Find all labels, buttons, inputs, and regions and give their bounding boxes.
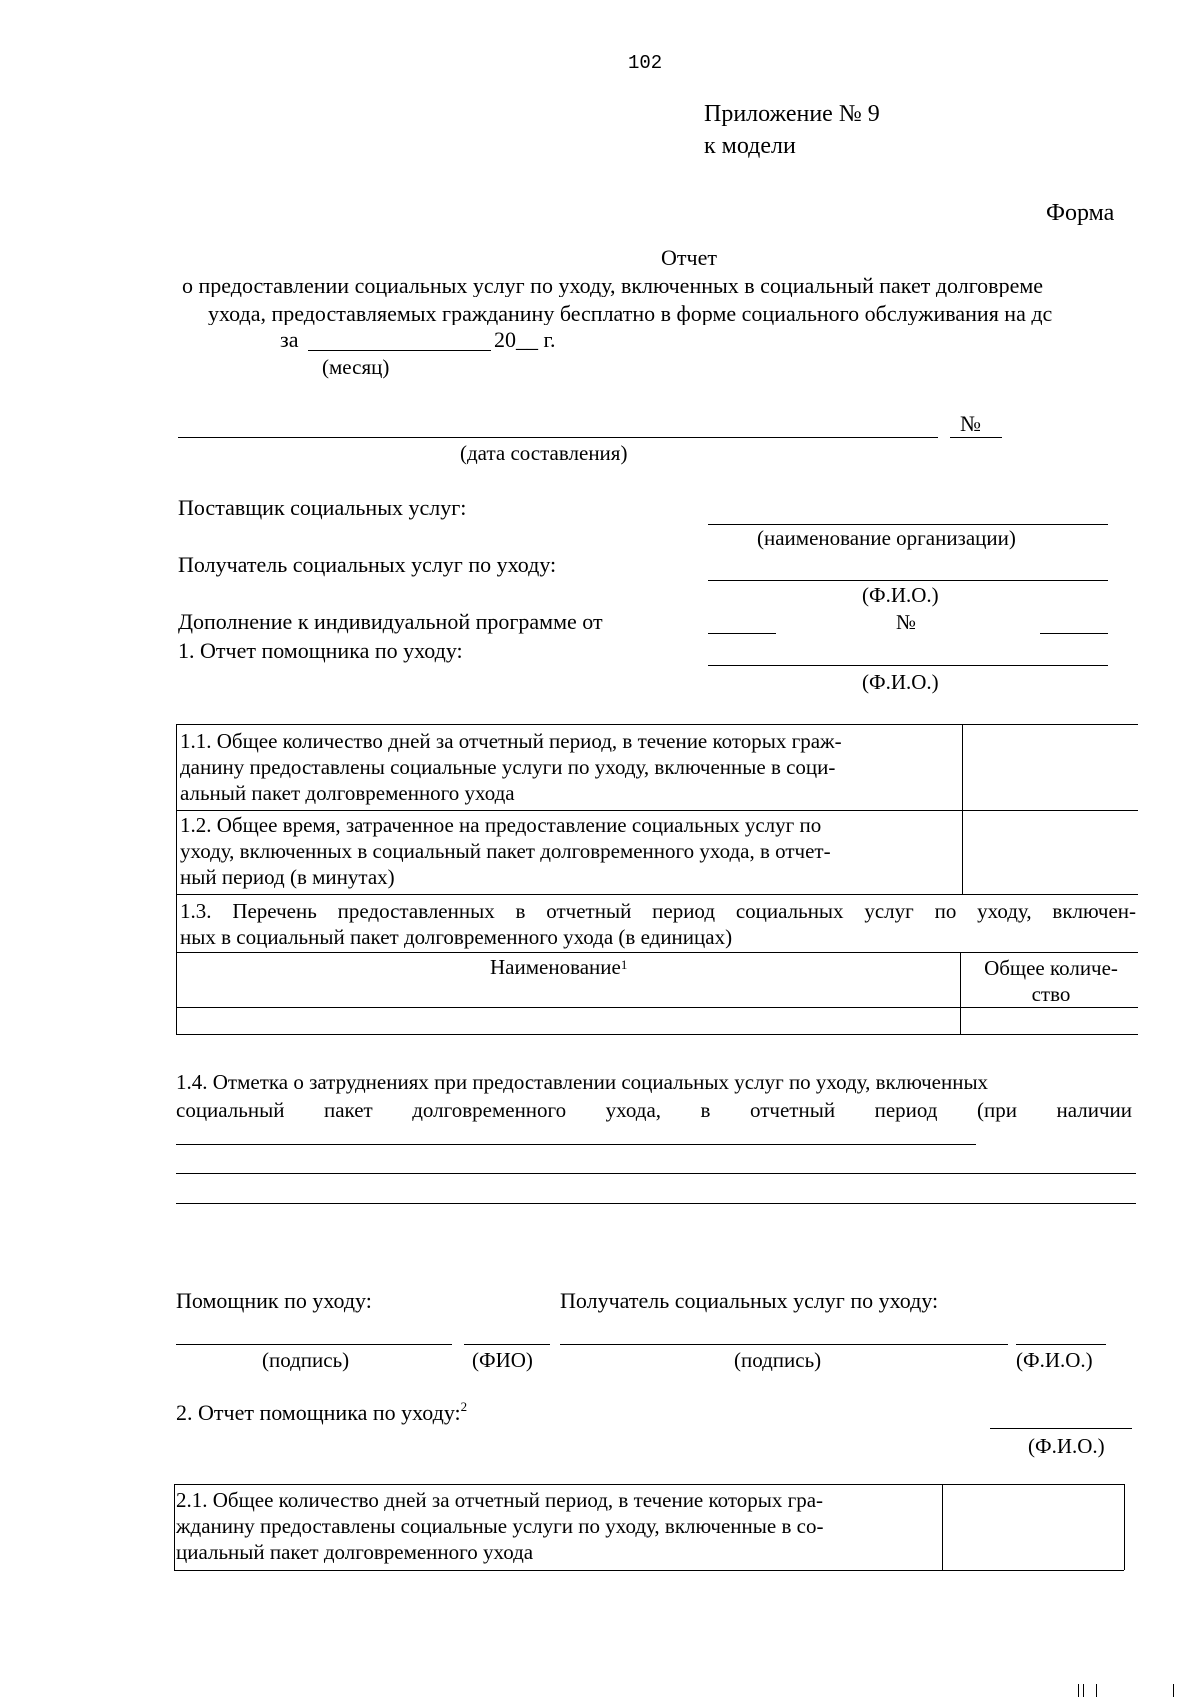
recipient-sign-caption: (подпись): [734, 1348, 822, 1372]
table1-total-cell[interactable]: [964, 1010, 1136, 1032]
assistant-signature-label: Помощник по уходу:: [176, 1288, 372, 1313]
recipient-fio-caption: (Ф.И.О.): [862, 583, 939, 607]
table2-right: [1124, 1484, 1125, 1570]
provider-line[interactable]: [708, 524, 1108, 525]
difficulties-line1[interactable]: [176, 1144, 976, 1145]
recipient-signature-label: Получатель социальных услуг по уходу:: [560, 1288, 939, 1313]
appendix-line2: к модели: [704, 133, 796, 159]
recipient-fio-caption: (Ф.И.О.): [1016, 1348, 1093, 1372]
section1-assistant-line[interactable]: [708, 665, 1108, 666]
difficulties-text: 1.4. Отметка о затруднениях при предоставлении социальных услуг по уходу, включенных социальный пакет долговременного ухода, в отчетный период (при наличии: [176, 1070, 1132, 1122]
number-line[interactable]: [950, 437, 1002, 438]
report-title-line1: о предоставлении социальных услуг по уходу, включенных в социальный пакет долговреме: [182, 275, 1044, 297]
form-label: Форма: [1046, 200, 1115, 226]
assistant-fio-caption: (ФИО): [472, 1348, 533, 1372]
appendix-line1: Приложение № 9: [704, 101, 880, 127]
row1-2-value-cell[interactable]: [966, 814, 1136, 892]
scan-mark-3: [1096, 1684, 1097, 1697]
table1-bottom: [176, 1034, 1138, 1035]
date-caption: (дата составления): [460, 441, 628, 465]
page-number: 102: [628, 52, 663, 74]
recipient-sign-line[interactable]: [560, 1344, 1008, 1345]
supplement-date-line[interactable]: [708, 633, 776, 634]
assistant-fio-line[interactable]: [464, 1344, 550, 1345]
table1-divider-upper: [962, 724, 963, 894]
provider-label: Поставщик социальных услуг:: [178, 495, 467, 520]
assistant-sign-line[interactable]: [176, 1344, 452, 1345]
table1-divider-lower: [960, 952, 961, 1034]
section2-assistant-line[interactable]: [990, 1428, 1132, 1429]
table1-row3-bottom: [176, 952, 1138, 953]
row1-1-text: 1.1. Общее количество дней за отчетный период, в течение которых граж- данину предоставлены социальные услуги по уходу, включенные в соци- альный пакет долговременного ухода: [180, 729, 842, 805]
report-title-line2: ухода, предоставляемых гражданину бесплатно в форме социального обслуживания на дс: [208, 303, 1053, 325]
number-sign: №: [960, 411, 981, 436]
row1-2-text: 1.2. Общее время, затраченное на предоставление социальных услуг по уходу, включенных в социальный пакет долговременного ухода, в отчет- ный период (в минутах): [180, 813, 831, 889]
scan-mark-1: [1078, 1684, 1079, 1697]
col-total-header: Общее количе- ство: [984, 956, 1118, 1006]
month-line[interactable]: [308, 350, 491, 351]
difficulties-line3[interactable]: [176, 1203, 1136, 1204]
month-caption: (месяц): [322, 355, 390, 379]
section1-fio-caption: (Ф.И.О.): [862, 670, 939, 694]
supplement-number-line[interactable]: [1040, 633, 1108, 634]
supplement-label: Дополнение к индивидуальной программе от: [178, 609, 603, 634]
row1-1-value-cell[interactable]: [966, 728, 1136, 808]
org-caption: (наименование организации): [757, 526, 1016, 550]
section1-title: 1. Отчет помощника по уходу:: [178, 638, 463, 663]
table1-left: [176, 724, 177, 1034]
col-name-header: Наименование$^1$: [490, 955, 628, 979]
table1-top: [176, 724, 1138, 725]
date-line[interactable]: [178, 437, 938, 438]
recipient-fio-line[interactable]: [1016, 1344, 1106, 1345]
table2-bottom: [174, 1570, 1124, 1571]
table1-row2-bottom: [176, 894, 1138, 895]
table1-row1-bottom: [176, 810, 1138, 811]
scan-mark-2: [1083, 1684, 1084, 1697]
supplement-number-sign: №: [896, 610, 917, 634]
scan-mark-4: [1173, 1684, 1174, 1697]
row2-1-value-cell[interactable]: [946, 1488, 1120, 1568]
report-year: 20__ г.: [494, 327, 556, 352]
table1-name-cell[interactable]: [180, 1010, 958, 1032]
table1-header-bottom: [176, 1007, 1138, 1008]
difficulties-line2[interactable]: [176, 1173, 1136, 1174]
section2-fio-caption: (Ф.И.О.): [1028, 1434, 1105, 1458]
table2-divider: [942, 1484, 943, 1570]
recipient-label: Получатель социальных услуг по уходу:: [178, 552, 557, 577]
section2-title: 2. Отчет помощника по уходу:$^2$: [176, 1399, 468, 1425]
report-za: за: [280, 327, 299, 352]
row2-1-text: 2.1. Общее количество дней за отчетный период, в течение которых гра- жданину предоставлены социальные услуги по уходу, включенные в со- циальный пакет долговременного ухода: [176, 1488, 824, 1564]
assistant-sign-caption: (подпись): [262, 1348, 350, 1372]
row1-3-text: 1.3. Перечень предоставленных в отчетный период социальных услуг по уходу, включен- ных в социальный пакет долговременного ухода (в единицах): [180, 899, 1136, 949]
table2-left: [174, 1484, 175, 1570]
report-title-word: Отчет: [661, 245, 717, 270]
table2-top: [174, 1484, 1124, 1485]
recipient-line[interactable]: [708, 580, 1108, 581]
